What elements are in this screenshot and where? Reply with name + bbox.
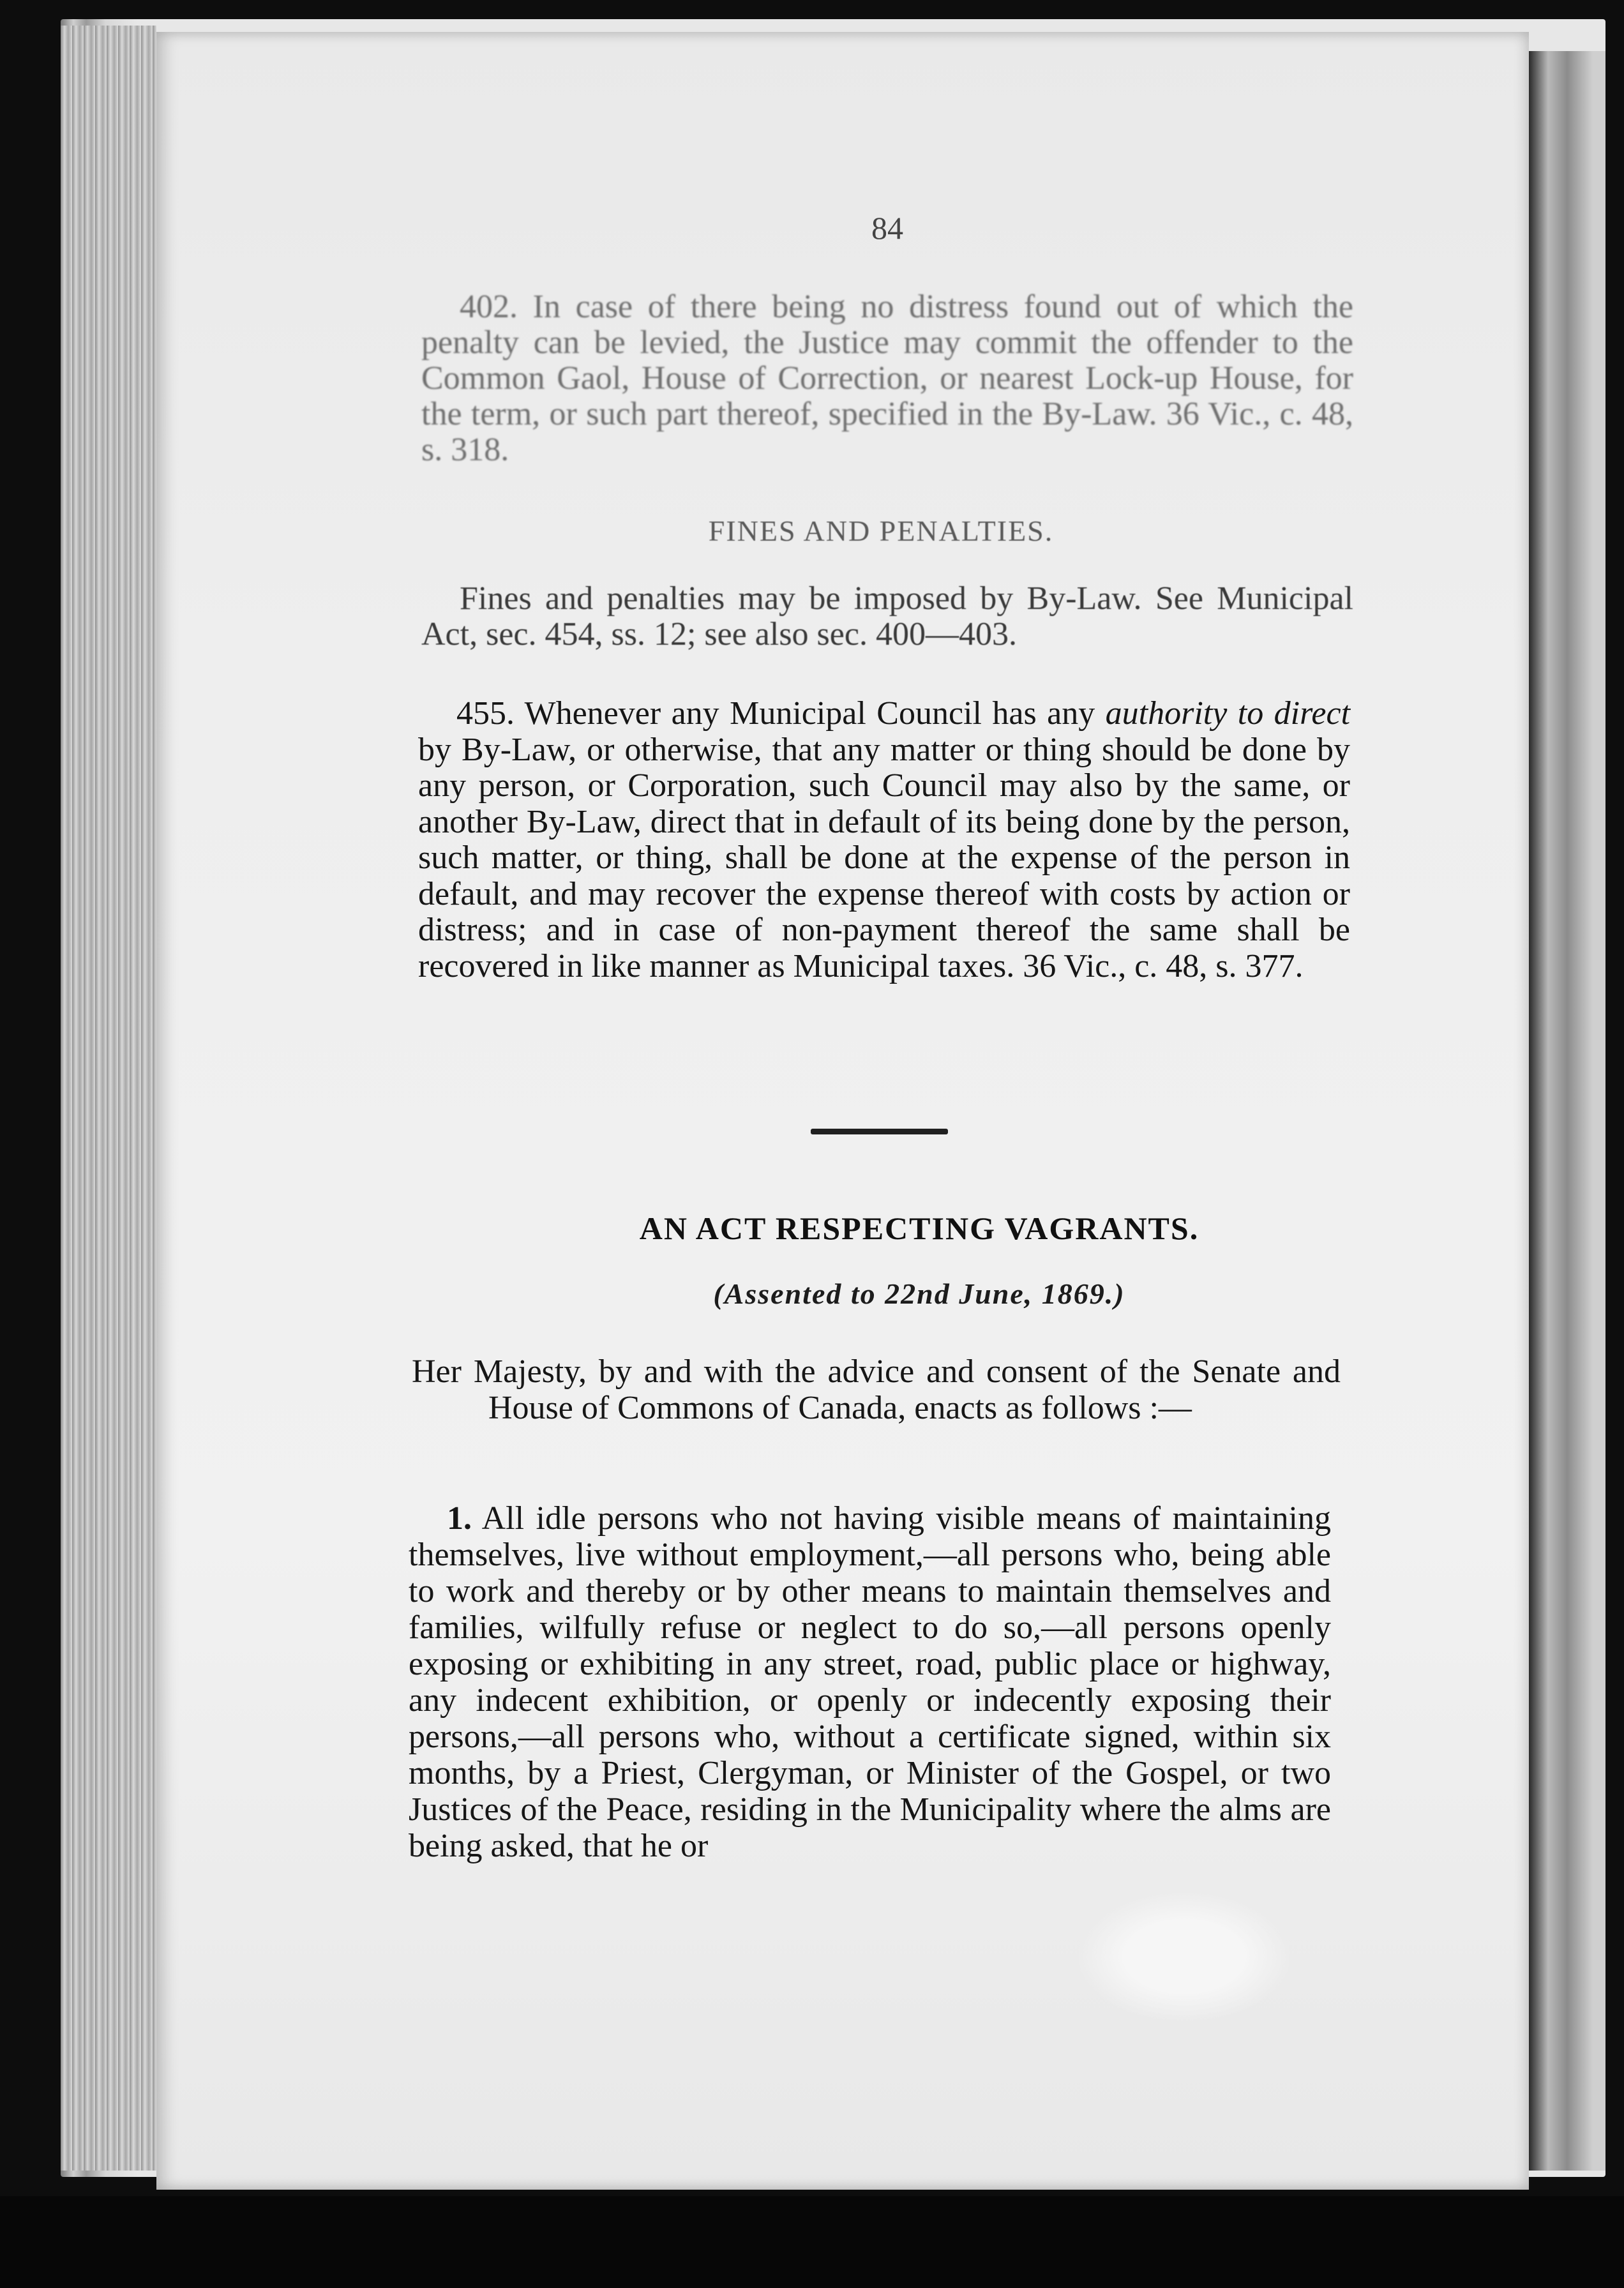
paragraph-455 — [418, 696, 1350, 984]
scan-border-bottom — [0, 2196, 1624, 2288]
ink-blot-stain — [1079, 1893, 1289, 2021]
paragraph-fines-text: Fines and penalties may be imposed by By-Law. See Municipal Act, sec. 454, ss. 12; see also sec. 400—403. — [421, 580, 1353, 652]
assent-date: (Assented to 22nd June, 1869.) — [713, 1277, 1125, 1310]
section-1-text: All idle persons who not having visible means of maintaining themselves, live without employment,—all persons who, being able to work and thereby or by other means to maintain themselves and families, wilfully refuse or neglect to do so,—all persons openly exposing or exhibiting in any street, road, public place or highway, any indecent exhibition, or openly or indecently exposing their persons,—all persons who, without a certificate signed, within six months, by a Priest, Clergyman, or Minister of the Gospel, or two Justices of the Peace, residing in the Municipality where the alms are being asked, that he or — [409, 1500, 1331, 1864]
page-edges-right — [1529, 51, 1605, 2171]
section-1 — [409, 1500, 1331, 1864]
enacting-clause — [412, 1353, 1341, 1426]
page-edges-left — [61, 26, 156, 2171]
paragraph-402 — [421, 289, 1353, 468]
paragraph-402-text: 402. In case of there being no distress found out of which the penalty can be levied, the Justice may commit the offender to the Common Gaol, House of Correction, or nearest Lock-up House, for the term, or such part thereof, specified in the By-Law. 36 Vic., c. 48, s. 318. — [421, 289, 1353, 468]
paragraph-455-intro: Whenever any Municipal Council has any — [524, 695, 1095, 732]
paragraph-455-italic: authority to direct — [1105, 695, 1351, 732]
section-1-number: 1. — [447, 1500, 472, 1537]
paragraph-455-rest: by By-Law, or otherwise, that any matter or thing should be done by any person, or Corporation, such Council may also by the same, or another By-Law, direct that in default of its being done by the person, such matter, or thing, shall be done at the expense of the person in default, and may recover the expense thereof with costs by action or distress; and in case of non-payment thereof the same shall be recovered in like manner as Municipal taxes. 36 Vic., c. 48, s. 377. — [418, 731, 1350, 984]
paragraph-455-number: 455. — [456, 695, 515, 732]
paragraph-fines — [421, 581, 1353, 652]
page-number: 84 — [871, 210, 903, 246]
section-heading-fines: FINES AND PENALTIES. — [708, 515, 1054, 547]
enacting-clause-text: Her Majesty, by and with the advice and consent of the Senate and House of Commons of Canada, enacts as follows :— — [412, 1353, 1341, 1426]
act-title: AN ACT RESPECTING VAGRANTS. — [639, 1210, 1199, 1246]
section-divider-rule — [811, 1129, 948, 1134]
section-1-body — [409, 1500, 1331, 1864]
paragraph-455-body — [418, 696, 1350, 984]
